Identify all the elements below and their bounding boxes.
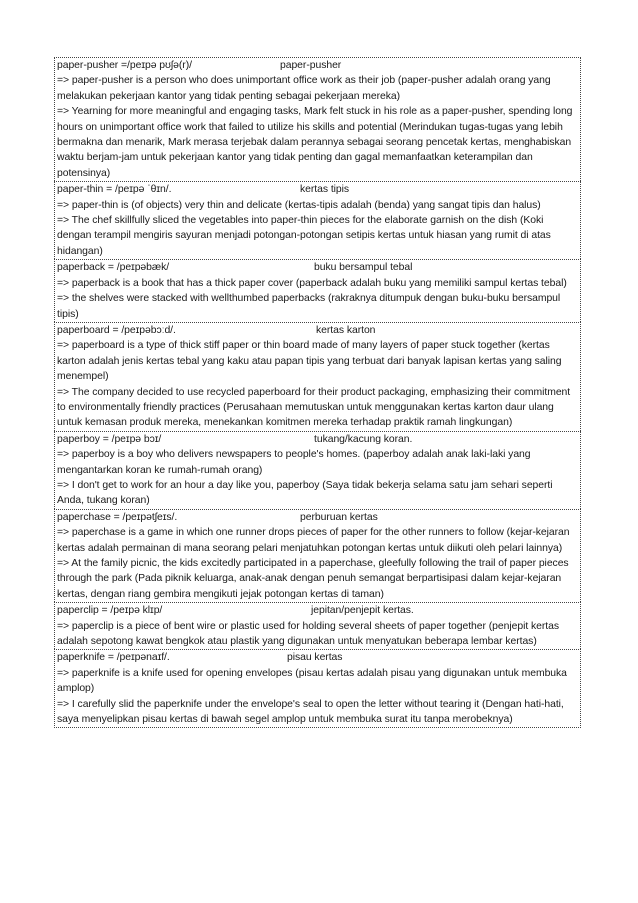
translation: kertas tipis bbox=[300, 184, 350, 196]
vocabulary-list bbox=[54, 57, 581, 728]
entry-paperclip bbox=[54, 602, 581, 649]
example: => At the family picnic, the kids excitedly participated in a paperchase, gleefully following the trail of paper pieces through the park (Pada piknik keluarga, anak-anak dengan penuh semangat berpartisipasi dalam kejar-kejaran kertas, dengan riang gembira mengikuti jejak potongan kertas di taman) bbox=[57, 558, 569, 600]
definition: => paper-thin is (of objects) very thin and delicate (kertas-tipis adalah (benda) yang sangat tipis dan halus) bbox=[57, 199, 541, 211]
entry-paperboard bbox=[54, 322, 581, 431]
headword: paper-thin = /peɪpə ˈθɪn/. bbox=[57, 184, 172, 196]
headword: paperboard = /peɪpəbɔːd/. bbox=[57, 324, 176, 336]
example: => Yearning for more meaningful and engaging tasks, Mark felt stuck in his role as a paper-pusher, spending long hours on unimportant office work that failed to utilize his skills and potential (Merindukan tugas-tugas yang lebih bermakna dan menarik, Mark merasa terjebak dalam perannya sebagai seorang pencetak kertas, menghabiskan waktu berjam-jam untuk pekerjaan kantor yang tidak penting dan gagal memanfaatkan keterampilan dan potensinya) bbox=[57, 106, 573, 179]
headword: paperchase = /peɪpətʃeɪs/. bbox=[57, 511, 178, 523]
headword: paperknife = /peɪpənaɪf/. bbox=[57, 652, 170, 664]
translation: paper-pusher bbox=[280, 60, 342, 71]
headword: paperboy = /peɪpə bɔɪ/ bbox=[57, 433, 162, 445]
entry-paperboy bbox=[54, 431, 581, 509]
example: => I don't get to work for an hour a day like you, paperboy (Saya tidak bekerja selama satu jam sehari seperti Anda, tukang koran) bbox=[57, 479, 553, 507]
translation: pisau kertas bbox=[287, 652, 343, 664]
entry-header bbox=[57, 182, 579, 197]
translation: kertas karton bbox=[316, 324, 376, 336]
entry-header bbox=[57, 58, 579, 73]
definition: => paperchase is a game in which one runner drops pieces of paper for the other runners to follow (kejar-kejaran kertas adalah permainan di mana seorang pelari menjatuhkan potongan kertas untuk diikuti oleh pelari lainnya) bbox=[57, 527, 570, 554]
entry-header bbox=[57, 510, 579, 525]
example: => I carefully slid the paperknife under the envelope's seal to open the letter without tearing it (Dengan hati-hati, saya menyelipkan pisau kertas di bawah segel amplop untuk membuka surat itu tanpa merobeknya) bbox=[57, 698, 564, 726]
headword: paper-pusher =/peɪpə pʊʃə(r)/ bbox=[57, 60, 192, 71]
entry-header bbox=[57, 323, 579, 338]
entry-header bbox=[57, 650, 579, 665]
entry-paperknife bbox=[54, 649, 581, 728]
translation: jepitan/penjepit kertas. bbox=[311, 605, 414, 617]
headword: paperclip = /peɪpə klɪp/ bbox=[57, 605, 163, 617]
example: => The company decided to use recycled paperboard for their product packaging, emphasizing their commitment to environmentally friendly practices (Perusahaan memutuskan untuk menggunakan kertas karton daur ulang untuk kemasan produk mereka, menekankan komitmen mereka terhadap praktik ramah lingkungan) bbox=[57, 386, 571, 429]
entry-header bbox=[57, 432, 579, 447]
example: => The chef skillfully sliced the vegetables into paper-thin pieces for the elaborate garnish on the dish (Koki dengan terampil mengiris sayuran menjadi potongan-potongan setipis kertas untuk hiasan yang rumit di atas hidangan) bbox=[57, 215, 551, 257]
headword: paperback = /peɪpəbæk/ bbox=[57, 262, 170, 274]
definition: => paperclip is a piece of bent wire or plastic used for holding several sheets of paper together (penjepit kertas adalah sepotong kawat bengkok atau plastik yang digunakan untuk menyatukan beberapa lembar kertas) bbox=[57, 620, 560, 648]
definition: => paperknife is a knife used for opening envelopes (pisau kertas adalah pisau yang digunakan untuk membuka amplop) bbox=[57, 667, 567, 695]
example: => the shelves were stacked with wellthumbed paperbacks (rakraknya ditumpuk dengan buku-buku bersampul tipis) bbox=[57, 293, 561, 320]
definition: => paperback is a book that has a thick paper cover (paperback adalah buku yang memiliki sampul kertas tebal) bbox=[57, 277, 567, 289]
translation: buku bersampul tebal bbox=[314, 262, 413, 274]
definition: => paperboard is a type of thick stiff paper or thin board made of many layers of paper stuck together (kertas karton adalah jenis kertas tebal yang kaku atau papan tipis yang terbuat dari banyak lapisan kertas yang saling menempel) bbox=[57, 340, 562, 383]
entry-paperchase bbox=[54, 509, 581, 602]
entry-paper-thin bbox=[54, 181, 581, 259]
translation: perburuan kertas bbox=[300, 511, 378, 523]
translation: tukang/kacung koran. bbox=[314, 433, 413, 445]
definition: => paper-pusher is a person who does unimportant office work as their job (paper-pusher adalah orang yang melakukan pekerjaan kantor yang tidak penting sebagai pekerjaan mereka) bbox=[57, 75, 551, 102]
entry-header bbox=[57, 603, 579, 618]
entry-header bbox=[57, 260, 579, 275]
entry-paper-pusher bbox=[54, 57, 581, 181]
definition: => paperboy is a boy who delivers newspapers to people's homes. (paperboy adalah anak laki-laki yang mengantarkan koran ke rumah-rumah orang) bbox=[57, 449, 531, 476]
entry-paperback bbox=[54, 259, 581, 322]
